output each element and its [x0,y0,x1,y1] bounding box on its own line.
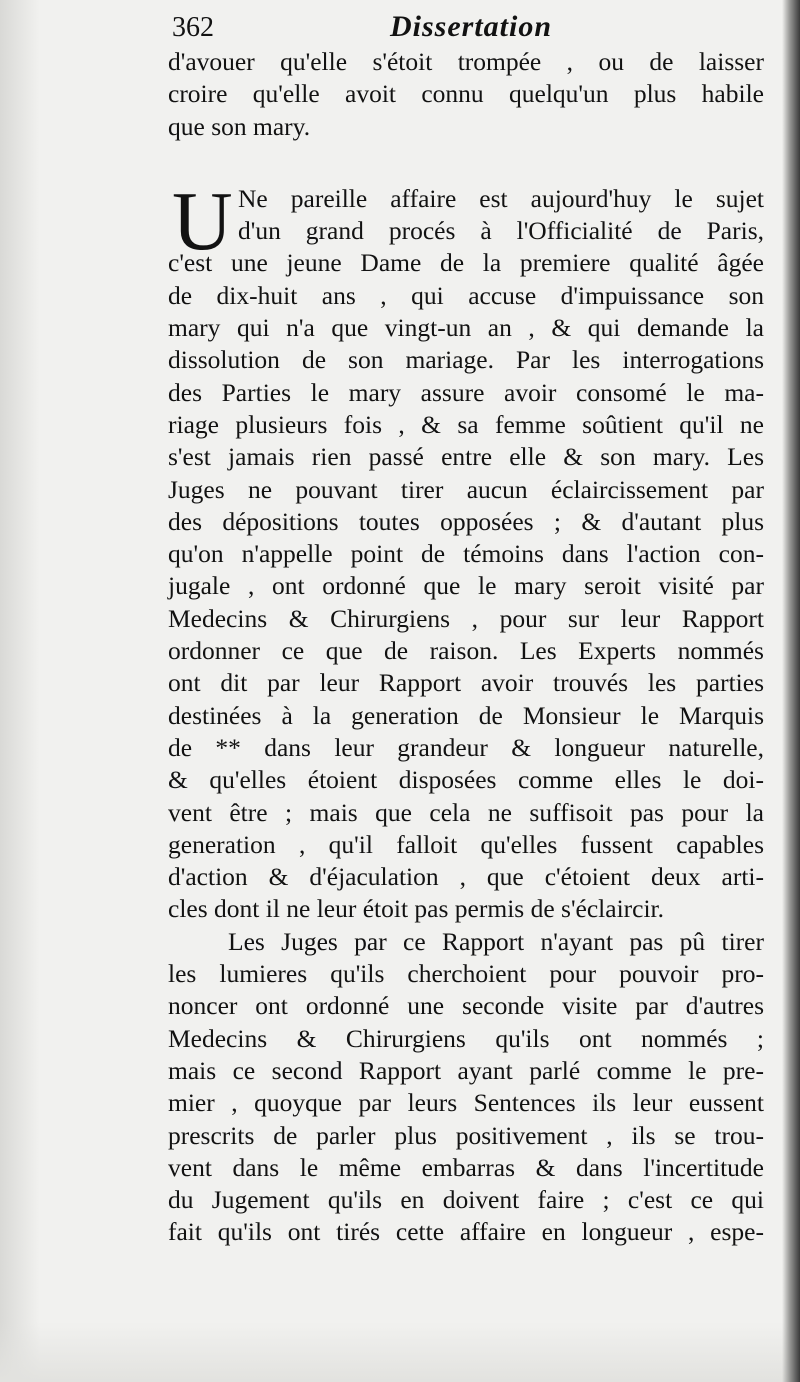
text-line: du Jugement qu'ils en doivent faire ; c'est ce qui [168,1185,764,1215]
paragraph-dropcap [168,174,764,926]
text-line: Les Juges par ce Rapport n'ayant pas pû tirer [228,926,764,956]
text-line: d'avouer qu'elle s'étoit trompée , ou de laisser [168,47,764,76]
text-line: noncer ont ordonné une seconde visite par d'autres [168,991,764,1021]
running-title: Dissertation [390,10,553,43]
text-line: d'un grand procés à l'Officialité de Paris, [238,216,764,246]
text-line: qu'on n'appelle point de témoins dans l'action con- [168,539,764,569]
text-line: Ne pareille affaire est aujourd'huy le sujet [238,183,764,213]
text-line: ordonner ce que de raison. Les Experts nommés [168,636,764,666]
page-gutter-right [782,0,800,1382]
text-line: cles dont il ne leur étoit pas permis de s'éclaircir. [168,894,665,924]
text-line: croire qu'elle avoit connu quelqu'un plus habile [168,79,764,109]
text-line: dissolution de son mariage. Par les interrogations [168,345,764,375]
text-line: prescrits de parler plus positivement , ils se trou- [168,1120,764,1150]
text-line: des dépositions toutes opposées ; & d'autant plus [168,506,764,536]
text-line: mary qui n'a que vingt-un an , & qui demande la [168,313,764,343]
page-shadow-left [0,0,40,1382]
text-line: vent être ; mais que cela ne suffisoit pas pour la [168,797,764,827]
text-line: vent dans le même embarras & dans l'incertitude [168,1152,764,1182]
page-header [172,4,772,44]
text-line: mier , quoyque par leurs Sentences ils leur eussent [168,1088,764,1118]
text-line: de dix-huit ans , qui accuse d'impuissance son [168,280,764,310]
text-line: Juges ne pouvant tirer aucun éclaircissement par [168,474,764,504]
paragraph-gap [168,143,764,183]
page-number: 362 [172,12,214,43]
text-line: de ** dans leur grandeur & longueur naturelle, [168,732,764,762]
text-line: destinées à la generation de Monsieur le Marquis [168,700,764,730]
text-line: s'est jamais rien passé entre elle & son mary. Les [168,442,764,472]
text-line: fait qu'ils ont tirés cette affaire en longueur , espe- [168,1217,764,1247]
text-line: Medecins & Chirurgiens qu'ils ont nommés ; [168,1023,764,1053]
text-line: jugale , ont ordonné que le mary seroit visité par [168,571,764,601]
paragraph-indented [168,926,764,1249]
text-line: & qu'elles étoient disposées comme elles le doi- [168,765,764,795]
body-text [168,46,764,1249]
text-line: c'est une jeune Dame de la premiere qualité âgée [168,248,764,278]
text-line: ont dit par leur Rapport avoir trouvés les parties [168,668,764,698]
paragraph-continuation [168,46,764,143]
text-line: riage plusieurs fois , & sa femme soûtient qu'il ne [168,409,764,439]
text-line: les lumieres qu'ils cherchoient pour pouvoir pro- [168,959,764,989]
text-line: mais ce second Rapport ayant parlé comme le pre- [168,1055,764,1085]
text-line: generation , qu'il falloit qu'elles fussent capables [168,829,764,859]
page-shadow-bottom [0,1322,800,1382]
text-line: d'action & d'éjaculation , que c'étoient deux arti- [168,862,764,892]
text-line: Medecins & Chirurgiens , pour sur leur Rapport [168,603,764,633]
drop-cap-letter: U [172,174,233,268]
text-line: des Parties le mary assure avoir consomé le ma- [168,377,764,407]
text-line: que son mary. [168,111,311,141]
